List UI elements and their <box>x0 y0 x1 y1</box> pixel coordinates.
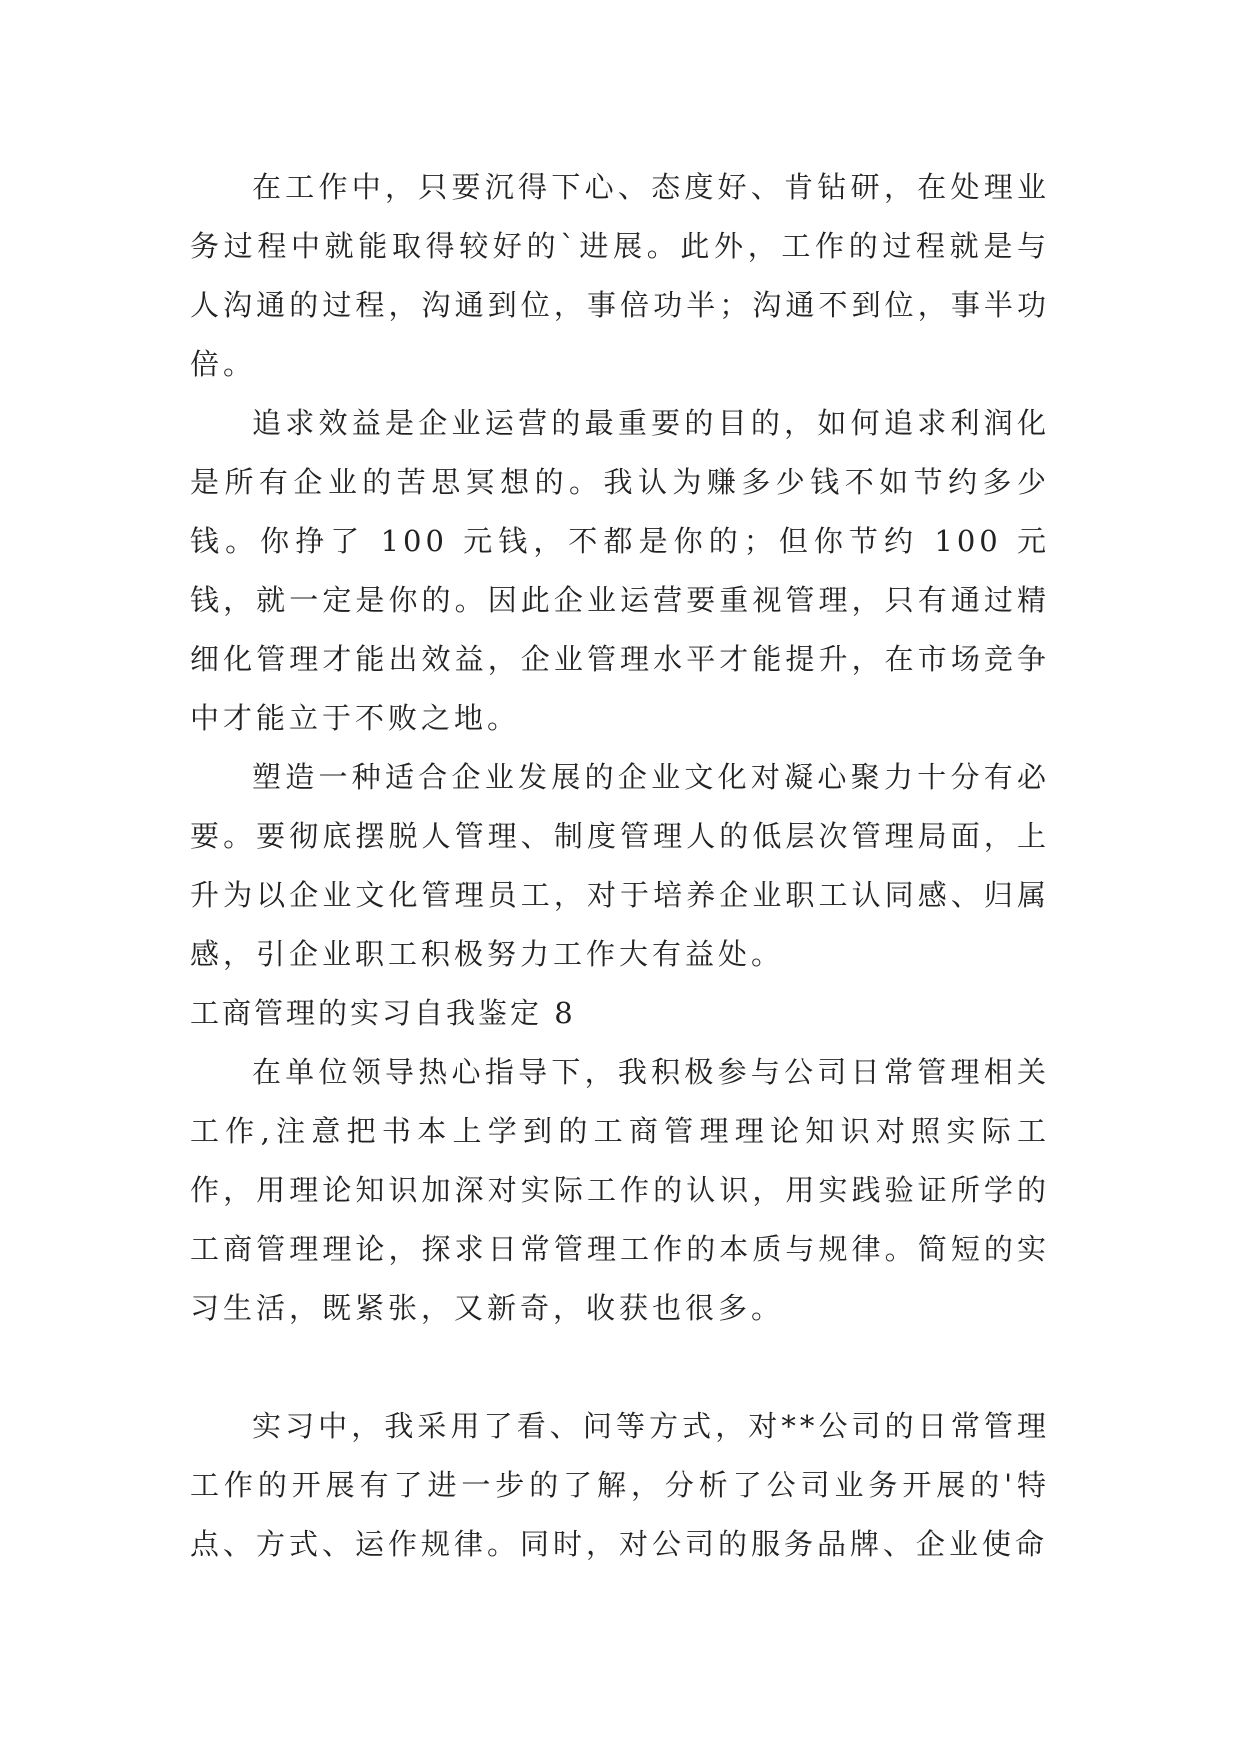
paragraph-efficiency: 追求效益是企业运营的最重要的目的，如何追求利润化是所有企业的苦思冥想的。我认为赚多少钱不如节约多少钱。你挣了 100 元钱，不都是你的；但你节约 100 元钱，就一定是你的。因此企业运营要重视管理，只有通过精细化管理才能出效益，企业管理水平才能提升，在市场竞争中才能立于不败之地。 <box>190 406 1050 735</box>
paragraph-communication: 在工作中，只要沉得下心、态度好、肯钻研，在处理业务过程中就能取得较好的`进展。此外，工作的过程就是与人沟通的过程，沟通到位，事倍功半；沟通不到位，事半功倍。 <box>190 170 1050 381</box>
blank-line <box>190 1338 1050 1397</box>
paragraph-culture: 塑造一种适合企业发展的企业文化对凝心聚力十分有必要。要彻底摆脱人管理、制度管理人的低层次管理局面，上升为以企业文化管理员工，对于培养企业职工认同感、归属感，引企业职工积极努力工作大有益处。 <box>190 760 1050 971</box>
section-heading: 工商管理的实习自我鉴定 8 <box>190 996 576 1030</box>
paragraph-guidance: 在单位领导热心指导下，我积极参与公司日常管理相关工作,注意把书本上学到的工商管理理论知识对照实际工作，用理论知识加深对实际工作的认识，用实践验证所学的工商管理理论，探求日常管理工作的本质与规律。简短的实习生活，既紧张，又新奇，收获也很多。 <box>190 1055 1050 1325</box>
document-body <box>190 158 1050 1574</box>
paragraph-internship: 实习中，我采用了看、问等方式，对**公司的日常管理工作的开展有了进一步的了解，分析了公司业务开展的'特点、方式、运作规律。同时，对公司的服务品牌、企业使命 <box>190 1409 1050 1561</box>
